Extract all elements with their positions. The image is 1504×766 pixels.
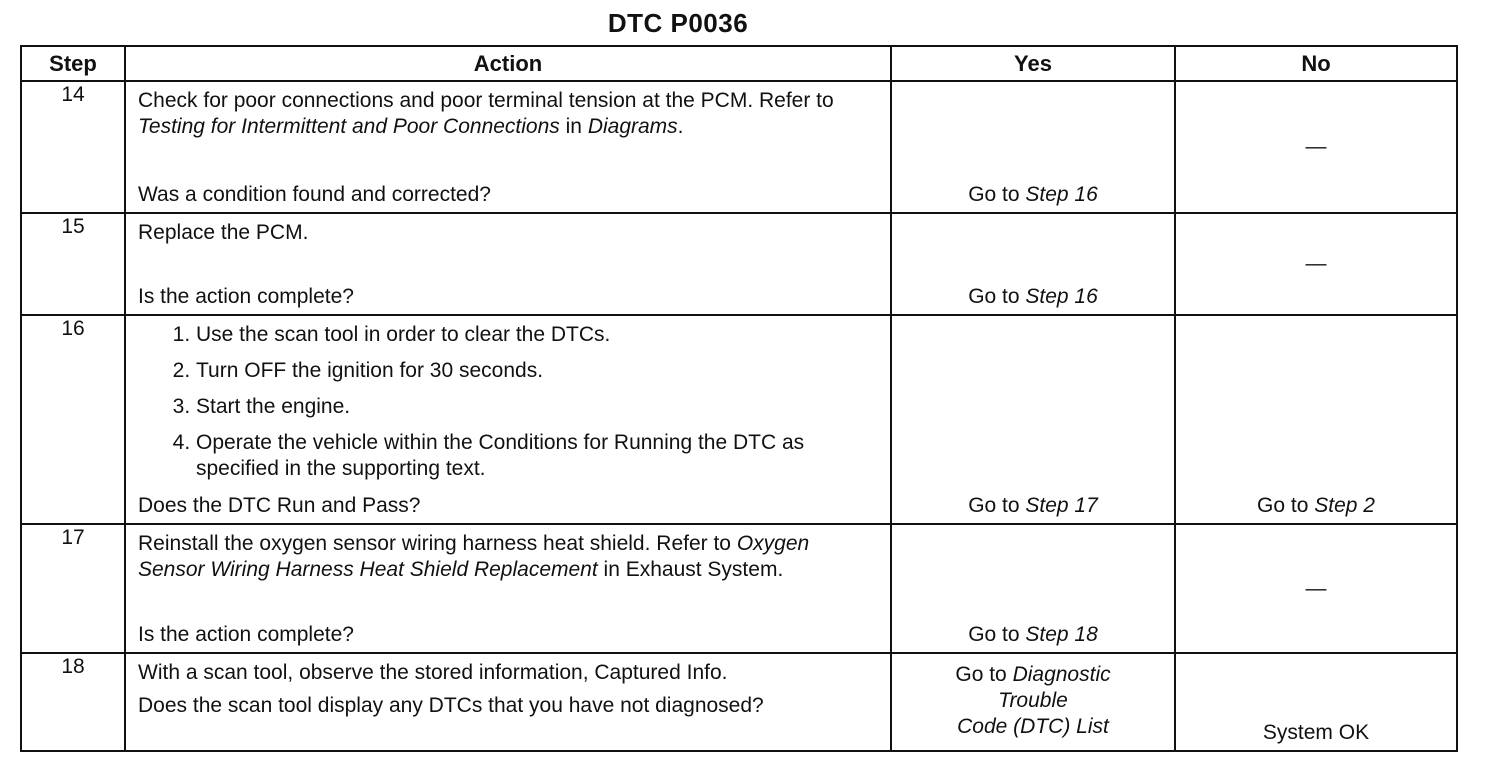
step-reference: Step 16 xyxy=(1025,285,1098,308)
list-item: 3. Start the engine. xyxy=(196,394,880,420)
action-cell xyxy=(125,81,891,213)
header-step: Step xyxy=(21,46,125,81)
step-reference: Step 18 xyxy=(1025,623,1098,646)
no-value: — xyxy=(1305,252,1327,275)
action-cell xyxy=(125,315,891,524)
table-row xyxy=(21,653,1457,751)
yes-cell: Go to Diagnostic Trouble Code (DTC) List xyxy=(891,653,1175,751)
no-value: — xyxy=(1305,576,1327,600)
action-question: Is the action complete? xyxy=(138,623,354,646)
step-reference: Step 16 xyxy=(1025,183,1098,206)
step-reference: Trouble xyxy=(998,689,1068,712)
action-cell xyxy=(125,213,891,315)
yes-cell: Go to Step 16 xyxy=(891,81,1175,213)
procedure-list xyxy=(138,322,880,486)
header-yes: Yes xyxy=(891,46,1175,81)
action-question: Was a condition found and corrected? xyxy=(138,183,491,206)
reference-link: Diagrams xyxy=(587,115,678,138)
action-text: Reinstall the oxygen sensor wiring harness heat shield. Refer to Oxygen Sensor Wiring Harness Heat Shield Replacement in Exhaust System. xyxy=(138,532,810,581)
action-text: Replace the PCM. xyxy=(138,221,309,244)
diagnostic-table xyxy=(20,45,1458,752)
header-row xyxy=(21,46,1457,81)
no-cell: Go to Step 2 xyxy=(1175,315,1457,524)
action-text: With a scan tool, observe the stored information, Captured Info. xyxy=(138,661,728,684)
action-text: Check for poor connections and poor terminal tension at the PCM. Refer to Testing for Intermittent and Poor Connections in Diagrams. xyxy=(138,89,834,138)
header-action: Action xyxy=(125,46,891,81)
step-reference: Code (DTC) List xyxy=(957,715,1109,738)
step-number: 17 xyxy=(21,524,125,653)
step-reference: Diagnostic xyxy=(1012,663,1111,686)
step-number: 14 xyxy=(21,81,125,213)
step-number: 16 xyxy=(21,315,125,524)
table-row xyxy=(21,213,1457,315)
yes-cell: Go to Step 16 xyxy=(891,213,1175,315)
no-cell xyxy=(1175,81,1457,213)
yes-cell: Go to Step 18 xyxy=(891,524,1175,653)
table-row xyxy=(21,524,1457,653)
list-item: 2. Turn OFF the ignition for 30 seconds. xyxy=(196,358,880,384)
action-cell xyxy=(125,653,891,751)
no-cell xyxy=(1175,524,1457,653)
no-cell xyxy=(1175,213,1457,315)
no-cell xyxy=(1175,653,1457,751)
step-number: 15 xyxy=(21,213,125,315)
reference-link: Oxygen Sensor Wiring Harness Heat Shield Replacement xyxy=(138,532,810,581)
no-value: System OK xyxy=(1262,721,1370,744)
header-no: No xyxy=(1175,46,1457,81)
action-question: Does the scan tool display any DTCs that you have not diagnosed? xyxy=(138,694,764,717)
table-row xyxy=(21,315,1457,524)
step-number: 18 xyxy=(21,653,125,751)
step-reference: Step 2 xyxy=(1314,494,1375,517)
step-reference: Step 17 xyxy=(1025,494,1098,517)
list-item: 1. Use the scan tool in order to clear the DTCs. xyxy=(196,322,880,348)
reference-link: Testing for Intermittent and Poor Connections xyxy=(138,115,560,138)
action-cell xyxy=(125,524,891,653)
yes-cell: Go to Step 17 xyxy=(891,315,1175,524)
no-value: — xyxy=(1305,135,1327,158)
action-question: Does the DTC Run and Pass? xyxy=(138,494,421,517)
page-title: DTC P0036 xyxy=(607,8,749,38)
action-question: Is the action complete? xyxy=(138,285,354,308)
table-row xyxy=(21,81,1457,213)
list-item: 4. Operate the vehicle within the Conditions for Running the DTC as specified in the supporting text. xyxy=(196,430,880,482)
